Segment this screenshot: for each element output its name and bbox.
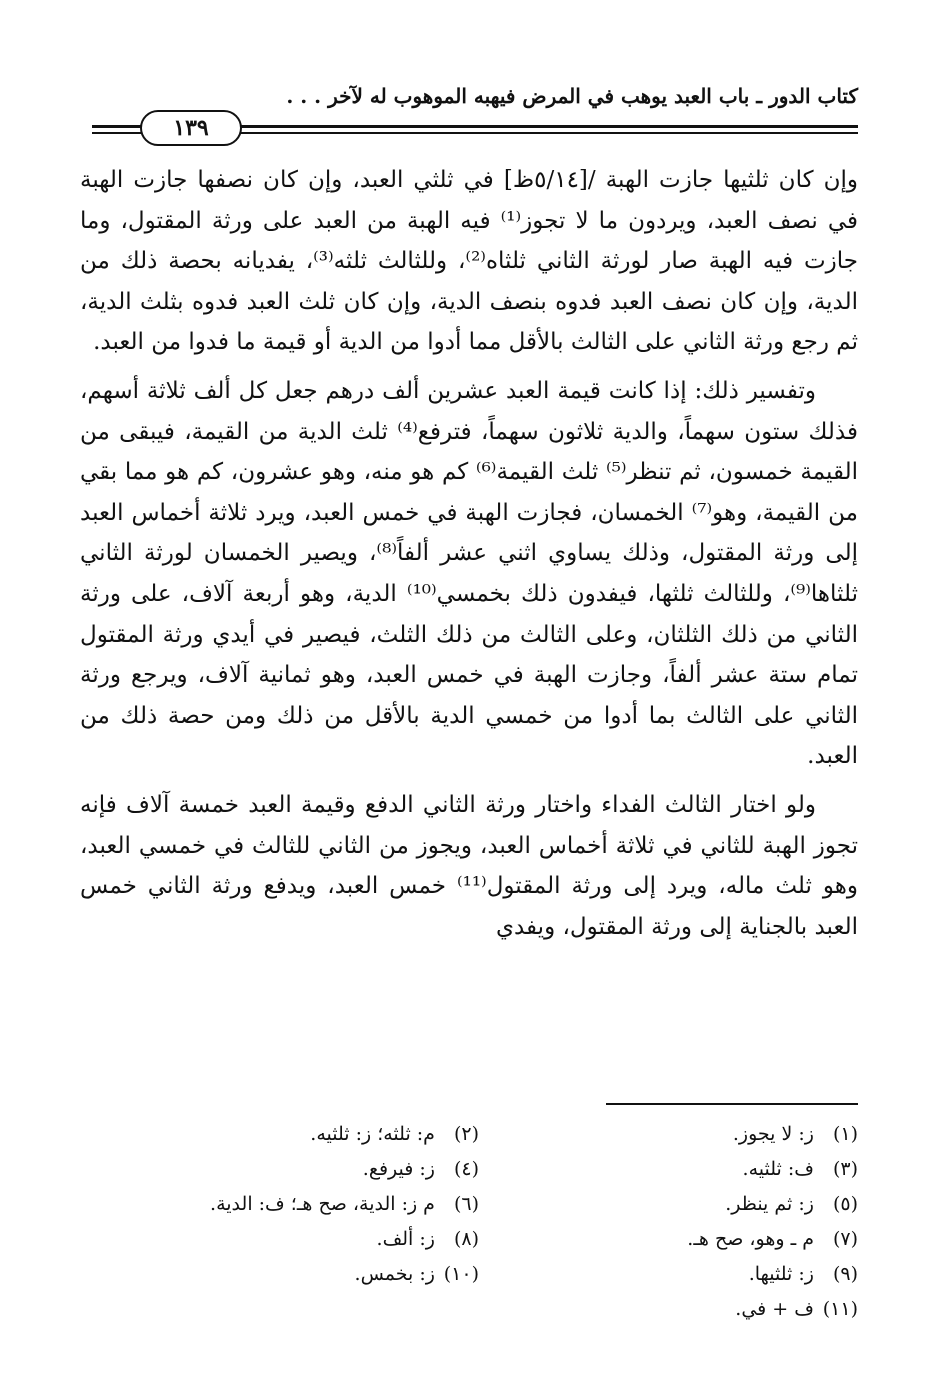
footnote-text: م ز: الدية، صح هـ؛ ف: الدية. <box>210 1193 435 1215</box>
paragraph: ولو اختار الثالث الفداء واختار ورثة الثاني الدفع وقيمة العبد خمسة آلاف فإنه تجوز الهبة للثاني في ثلاثة أخماس العبد، ويجوز من الثاني للثالث في خمسي العبد، وهو ثلث ماله، ويرد إلى ورثة المقتول⁽¹¹⁾ خمس العبد، ويدفع ورثة الثاني خمس العبد بالجناية إلى ورثة المقتول، ويفدي <box>80 791 858 940</box>
footnote-number: (٩) <box>832 1263 858 1285</box>
footnote-text: ز: ألف. <box>376 1228 435 1250</box>
footnote-item <box>130 1225 479 1253</box>
footnote-text: ز: ثم ينظر. <box>725 1193 814 1215</box>
paragraph: وإن كان ثلثيها جازت الهبة /[٥/١٤ظ] في ثلثي العبد، وإن كان نصفها جازت الهبة في نصف العبد، ويردون ما لا تجوز⁽¹⁾ فيه الهبة من العبد على ورثة المقتول، وما جازت فيه الهبة صار لورثة الثاني ثلثاه⁽²⁾، وللثالث ثلثه⁽³⁾، يفديانه بحصة ذلك من الدية، وإن كان نصف العبد فدوه بنصف الدية، وإن كان ثلث العبد فدوه بثلث الدية، ثم رجع ورثة الثاني على الثالث بالأقل مما أدوا من الدية أو قيمة ما فدوا من العبد. <box>80 167 858 356</box>
page-number: ١٣٩ <box>140 110 242 146</box>
footnote-number: (٣) <box>832 1158 858 1180</box>
footnote-number: (٧) <box>832 1228 858 1250</box>
footnote-item <box>509 1260 858 1288</box>
footnote-number: (١٠) <box>443 1263 479 1285</box>
footnote-text: ز: لا يجوز. <box>732 1123 814 1145</box>
footnote-item <box>509 1225 858 1253</box>
footnote-separator <box>606 1103 858 1105</box>
footnote-text: ز: ثلثيها. <box>748 1263 814 1285</box>
main-text <box>80 160 858 947</box>
footnote-text: م: ثلثه؛ ز: ثلثيه. <box>310 1123 435 1145</box>
footnote-number: (١) <box>832 1123 858 1145</box>
footnote-item <box>130 1155 479 1183</box>
footnote-number: (٨) <box>453 1228 479 1250</box>
footnote-item <box>509 1190 858 1218</box>
footnote-text: ف: ثلثيه. <box>742 1158 814 1180</box>
footnote-text: ز: فيرفع. <box>362 1158 435 1180</box>
footnote-number: (٥) <box>832 1193 858 1215</box>
footnote-number: (٤) <box>453 1158 479 1180</box>
footnote-item <box>130 1260 479 1288</box>
running-title: كتاب الدور ـ باب العبد يوهب في المرض فيهبه الموهوب له لآخر . . . <box>286 84 858 108</box>
footnote-number: (٢) <box>453 1123 479 1145</box>
footnotes <box>130 1120 858 1323</box>
footnote-item <box>509 1120 858 1148</box>
footnote-item <box>130 1120 479 1148</box>
footnote-number: (٦) <box>453 1193 479 1215</box>
footnote-text: م ـ وهو، صح هـ. <box>687 1228 814 1250</box>
page-header <box>92 82 858 142</box>
footnote-text: ف + في. <box>735 1298 814 1320</box>
footnote-item <box>130 1190 479 1218</box>
footnote-number: (١١) <box>822 1298 858 1320</box>
paragraph: وتفسير ذلك: إذا كانت قيمة العبد عشرين ألف درهم جعل كل ألف ثلاثة أسهم، فذلك ستون سهماً، والدية ثلاثون سهماً، فترفع⁽⁴⁾ ثلث الدية من القيمة، فيبقى من القيمة خمسون، ثم تنظر⁽⁵⁾ ثلث القيمة⁽⁶⁾ كم هو منه، وهو عشرون، كم هو مما بقي من القيمة، وهو⁽⁷⁾ الخمسان، فجازت الهبة في خمس العبد، ويرد ثلاثة أخماس العبد إلى ورثة المقتول، وذلك يساوي اثني عشر ألفاً⁽⁸⁾، ويصير الخمسان لورثة الثاني ثلثاها⁽⁹⁾، وللثالث ثلثها، فيفدون ذلك بخمسي⁽¹⁰⁾ الدية، وهو أربعة آلاف، على ورثة الثاني من ذلك الثلثان، وعلى الثالث من ذلك الثلث، فيصير في أيدي ورثة المقتول تمام ستة عشر ألفاً، وجازت الهبة في خمس العبد، وهو ثمانية آلاف، ويرجع ورثة الثاني على الثالث بما أدوا من خمسي الدية بالأقل من ذلك ومن حصة ذلك من العبد. <box>80 377 858 770</box>
footnote-item <box>509 1155 858 1183</box>
footnote-item <box>509 1295 858 1323</box>
footnote-text: ز: بخمس. <box>354 1263 435 1285</box>
